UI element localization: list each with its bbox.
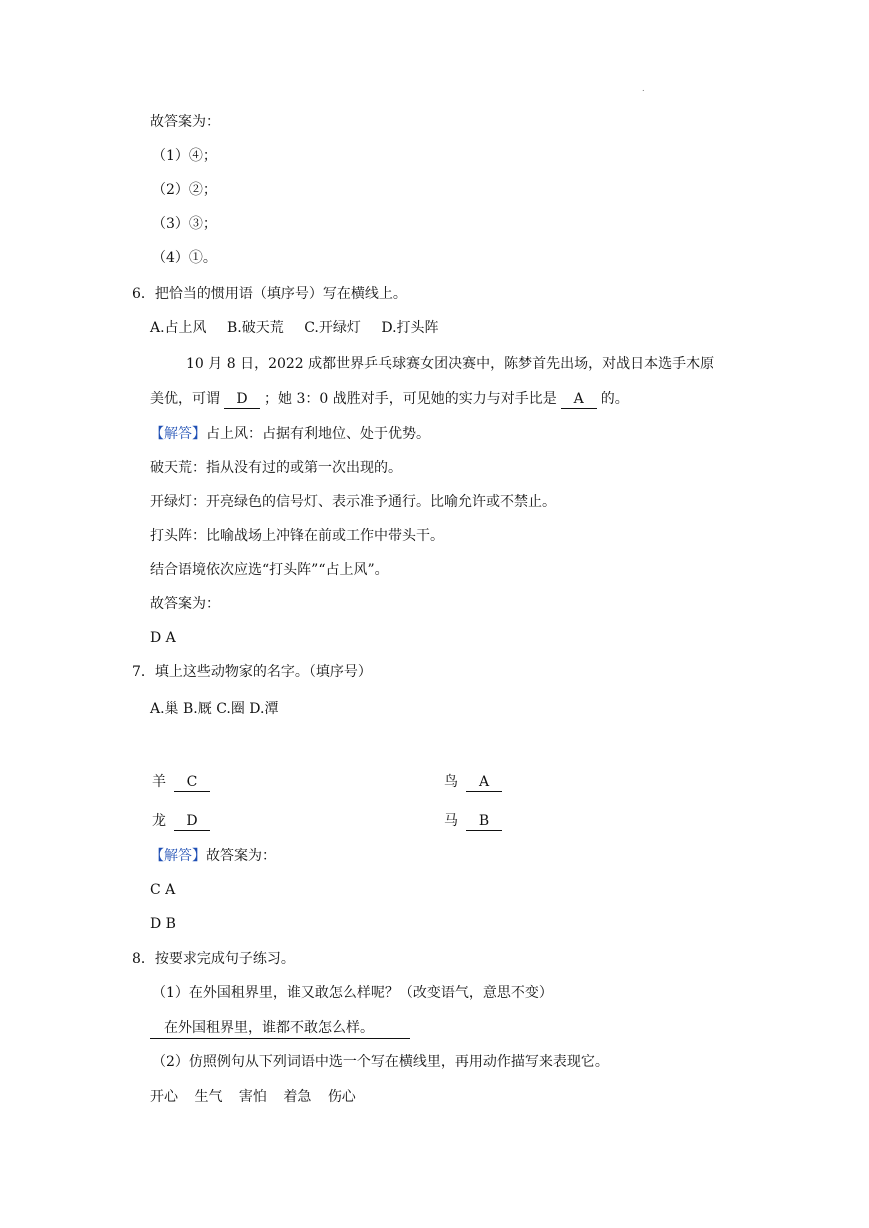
q8-word-1: 开心 bbox=[150, 1089, 178, 1105]
q7-blank-bird: A bbox=[466, 773, 502, 792]
page-dot: . bbox=[642, 84, 645, 93]
q7-title: 7．填上这些动物家的名字。（填序号） bbox=[132, 664, 372, 680]
q7-item-bird bbox=[444, 772, 506, 792]
q6-explain-3: 开绿灯：开亮绿色的信号灯、表示准予通行。比喻允许或不禁止。 bbox=[150, 494, 556, 510]
q8-word-3: 害怕 bbox=[238, 1089, 267, 1105]
q6-option-d: D.打头阵 bbox=[381, 320, 439, 336]
q7-answer-intro: 故答案为： bbox=[206, 848, 276, 864]
q6-explain-4: 打头阵：比喻战场上冲锋在前或工作中带头干。 bbox=[150, 528, 444, 544]
q7-item-horse bbox=[444, 811, 506, 831]
q6-explain-1-line bbox=[150, 424, 430, 444]
q7-animal-horse: 马 bbox=[444, 813, 458, 829]
q6-title: 6．把恰当的惯用语（填序号）写在横线上。 bbox=[132, 286, 407, 302]
q8-word-4: 着急 bbox=[283, 1089, 312, 1105]
q6-option-a: A.占上风 bbox=[150, 320, 207, 336]
q6-option-c: C.开绿灯 bbox=[304, 320, 361, 336]
q7-blank-sheep: C bbox=[174, 773, 210, 792]
q7-blank-horse: B bbox=[466, 812, 502, 831]
q8-words bbox=[150, 1087, 368, 1107]
q6-passage-part2: ；她 3：0 战胜对手，可见她的实力与对手比是 bbox=[264, 391, 557, 407]
prev-answer-2: （2）②； bbox=[152, 182, 217, 198]
q6-passage-part3: 的。 bbox=[600, 391, 629, 407]
q7-blank-dragon: D bbox=[174, 812, 210, 831]
q7-animal-dragon: 龙 bbox=[152, 813, 166, 829]
prev-answer-4: （4）①。 bbox=[152, 250, 217, 266]
q6-answer: D A bbox=[150, 630, 176, 646]
q6-answer-intro: 故答案为： bbox=[150, 596, 220, 612]
prev-answer-intro: 故答案为： bbox=[150, 114, 220, 130]
q6-blank-2: A bbox=[561, 390, 597, 409]
q7-animal-sheep: 羊 bbox=[152, 774, 166, 790]
q6-passage-part1: 美优，可谓 bbox=[150, 391, 220, 407]
q8-sub1: （1）在外国租界里，谁又敢怎么样呢？（改变语气，意思不变） bbox=[152, 985, 553, 1001]
q7-answer-2: D B bbox=[150, 916, 176, 932]
q6-explain-1: 占上风：占据有利地位、处于优势。 bbox=[206, 426, 430, 442]
q6-jieda-tag: 【解答】 bbox=[150, 426, 206, 442]
q6-blank-1: D bbox=[224, 390, 260, 409]
q6-passage-line2 bbox=[150, 389, 629, 409]
q7-jieda-line bbox=[150, 846, 276, 866]
q6-conclusion: 结合语境依次应选“打头阵”“占上风”。 bbox=[150, 562, 389, 578]
q6-options bbox=[150, 318, 455, 338]
q8-sub2: （2）仿照例句从下列词语中选一个写在横线里，再用动作描写来表现它。 bbox=[152, 1054, 609, 1070]
q7-animal-bird: 鸟 bbox=[444, 774, 458, 790]
q6-explain-2: 破天荒：指从没有过的或第一次出现的。 bbox=[150, 460, 402, 476]
q7-options: A.巢 B.厩 C.圈 D.潭 bbox=[150, 701, 279, 717]
q8-title: 8．按要求完成句子练习。 bbox=[132, 951, 295, 967]
q7-item-sheep bbox=[152, 772, 214, 792]
q8-word-2: 生气 bbox=[194, 1089, 223, 1105]
q8-sub1-answer: 在外国租界里，谁都不敢怎么样。 bbox=[150, 1018, 410, 1039]
q8-word-5: 伤心 bbox=[327, 1089, 356, 1105]
q7-item-dragon bbox=[152, 811, 214, 831]
prev-answer-3: （3）③； bbox=[152, 216, 217, 232]
q7-answer-1: C A bbox=[150, 882, 176, 898]
q6-option-b: B.破天荒 bbox=[227, 320, 284, 336]
q7-jieda-tag: 【解答】 bbox=[150, 848, 206, 864]
prev-answer-1: （1）④； bbox=[152, 148, 217, 164]
q6-passage-line1: 10 月 8 日，2022 成都世界乒乓球赛女团决赛中，陈梦首先出场，对战日本选手木原 bbox=[186, 356, 715, 372]
